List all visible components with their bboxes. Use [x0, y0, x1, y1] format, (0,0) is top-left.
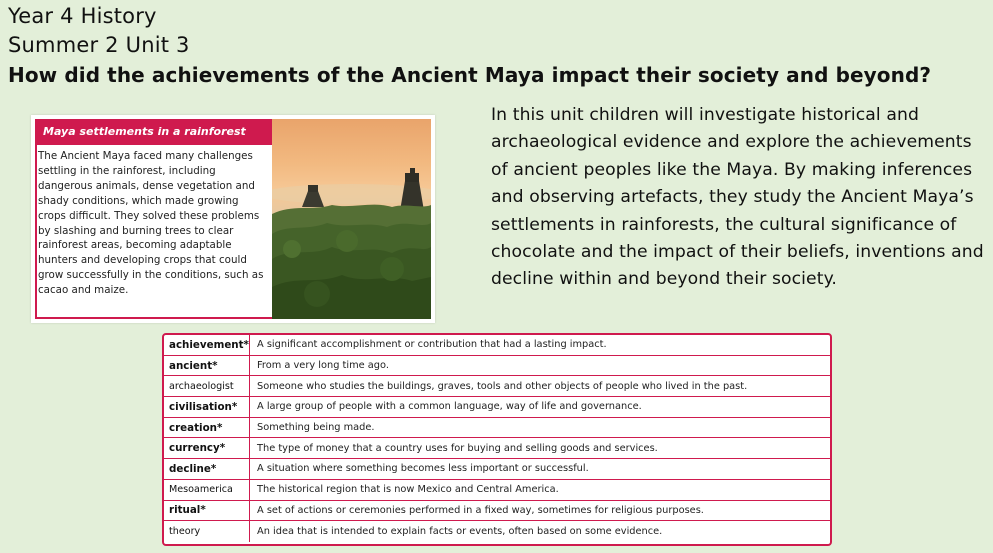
glossary-definition: A significant accomplishment or contribution that had a lasting impact.	[257, 339, 607, 351]
info-card-body: The Ancient Maya faced many challenges settling in the rainforest, including dangerous animals, dense vegetation and shady conditions, which made growing crops difficult. They solved these problems by slashing and burning trees to clear rainforest areas, becoming adaptable hunters and developing crops that could grow successfully in the conditions, such as cacao and maize.	[38, 150, 264, 297]
glossary-row	[164, 438, 830, 459]
unit-intro: In this unit children will investigate historical and archaeological evidence and explore the achievements of ancient peoples like the Maya. By making inferences and observing artefacts, they study the Ancient Maya’s settlements in rainforests, the cultural significance of chocolate and the impact of their beliefs, inventions and decline within and beyond their society.	[491, 105, 984, 290]
glossary-term: archaeologist	[164, 376, 250, 396]
glossary-term: ancient*	[164, 356, 250, 376]
glossary-term: theory	[164, 521, 250, 542]
glossary-definition: The historical region that is now Mexico and Central America.	[257, 484, 559, 496]
glossary-term: ritual*	[164, 501, 250, 521]
glossary-term: currency*	[164, 438, 250, 458]
glossary-definition: Something being made.	[257, 422, 375, 434]
glossary-definition: Someone who studies the buildings, graves, tools and other objects of people who lived in the past.	[257, 380, 748, 392]
rainforest-temple-image	[272, 119, 431, 319]
glossary-definition: An idea that is intended to explain facts or events, often based on some evidence.	[257, 526, 663, 538]
rainforest-temple-photo	[272, 119, 431, 319]
glossary-definition: A situation where something becomes less important or successful.	[257, 463, 589, 475]
glossary-term: decline*	[164, 459, 250, 479]
glossary-row	[164, 480, 830, 501]
glossary-row	[164, 376, 830, 397]
glossary-definition: The type of money that a country uses for buying and selling goods and services.	[257, 442, 658, 454]
glossary-definition: A large group of people with a common language, way of life and governance.	[257, 401, 642, 413]
glossary-term: achievement*	[164, 335, 250, 355]
info-card	[31, 115, 435, 323]
unit-question: How did the achievements of the Ancient Maya impact their society and beyond?	[8, 63, 932, 87]
glossary-table	[162, 333, 832, 546]
glossary-term: civilisation*	[164, 397, 250, 417]
glossary-row	[164, 459, 830, 480]
glossary-row	[164, 501, 830, 522]
glossary-row	[164, 418, 830, 439]
glossary-definition: From a very long time ago.	[257, 360, 389, 372]
glossary-row	[164, 397, 830, 418]
info-card-title: Maya settlements in a rainforest	[35, 119, 279, 145]
unit-title: Summer 2 Unit 3	[8, 33, 190, 57]
header	[8, 2, 931, 90]
glossary-term: Mesoamerica	[164, 480, 250, 500]
year-title: Year 4 History	[8, 4, 157, 28]
glossary-definition: A set of actions or ceremonies performed in a fixed way, sometimes for religious purposes.	[257, 504, 704, 516]
glossary-row	[164, 521, 830, 542]
glossary-row	[164, 335, 830, 356]
glossary-term: creation*	[164, 418, 250, 438]
glossary-row	[164, 356, 830, 377]
